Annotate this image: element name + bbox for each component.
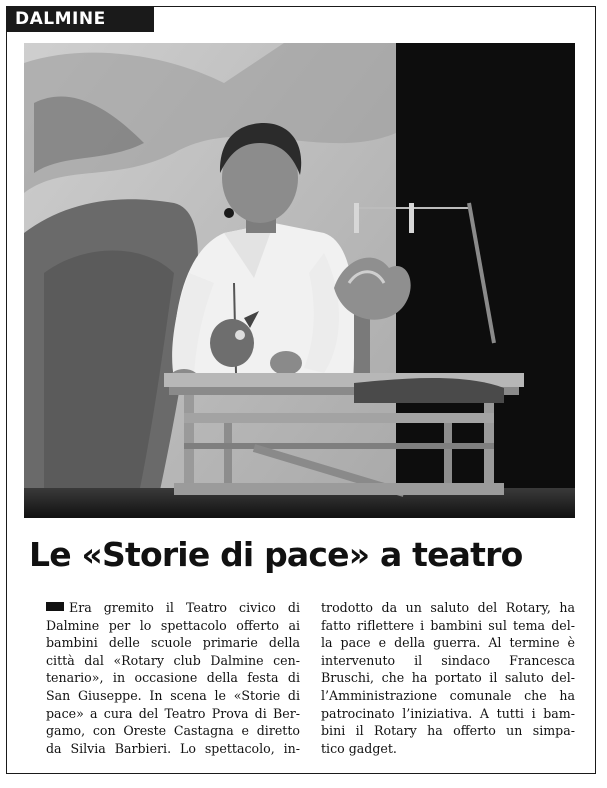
headline: Le «Storie di pace» a teatro <box>29 535 523 574</box>
photo-illustration <box>24 43 575 518</box>
text-line: gamo, con Oreste Castagna e diretto <box>46 723 300 739</box>
article-column-1 <box>46 599 300 757</box>
text-line: tico gadget. <box>321 740 397 756</box>
text-line: da Silvia Barbieri. Lo spettacolo, in- <box>46 740 300 756</box>
text-line: la pace e della guerra. Al termine è <box>321 635 575 651</box>
text-line: tenario», in occasione della festa di <box>46 670 300 686</box>
text-line: trodotto da un saluto del Rotary, ha <box>321 600 575 615</box>
text-line: Era gremito il Teatro civico di <box>46 599 300 617</box>
text-line: città dal «Rotary club Dalmine cen- <box>46 652 300 668</box>
text-line: San Giuseppe. In scena le «Storie di <box>46 687 300 703</box>
article-photo <box>24 43 575 518</box>
text-line: Bruschi, che ha portato il saluto del- <box>321 670 575 686</box>
text-line: intervenuto il sindaco Francesca <box>321 652 575 668</box>
text-line: bambini delle scuole primarie della <box>46 635 300 651</box>
section-label: DALMINE <box>7 7 154 32</box>
text-line: l’Amministrazione comunale che ha <box>321 687 575 703</box>
text-line: bini il Rotary ha offerto un simpa- <box>321 723 575 739</box>
text-line: pace» a cura del Teatro Prova di Ber- <box>46 705 300 721</box>
article-column-2 <box>321 599 575 757</box>
article-frame <box>6 6 596 774</box>
text-line: patrocinato l’iniziativa. A tutti i bam- <box>321 705 575 721</box>
text-line: Dalmine per lo spettacolo offerto ai <box>46 617 300 633</box>
bullet-marker <box>46 602 64 611</box>
text-line: fatto riflettere i bambini sul tema del- <box>321 617 575 633</box>
